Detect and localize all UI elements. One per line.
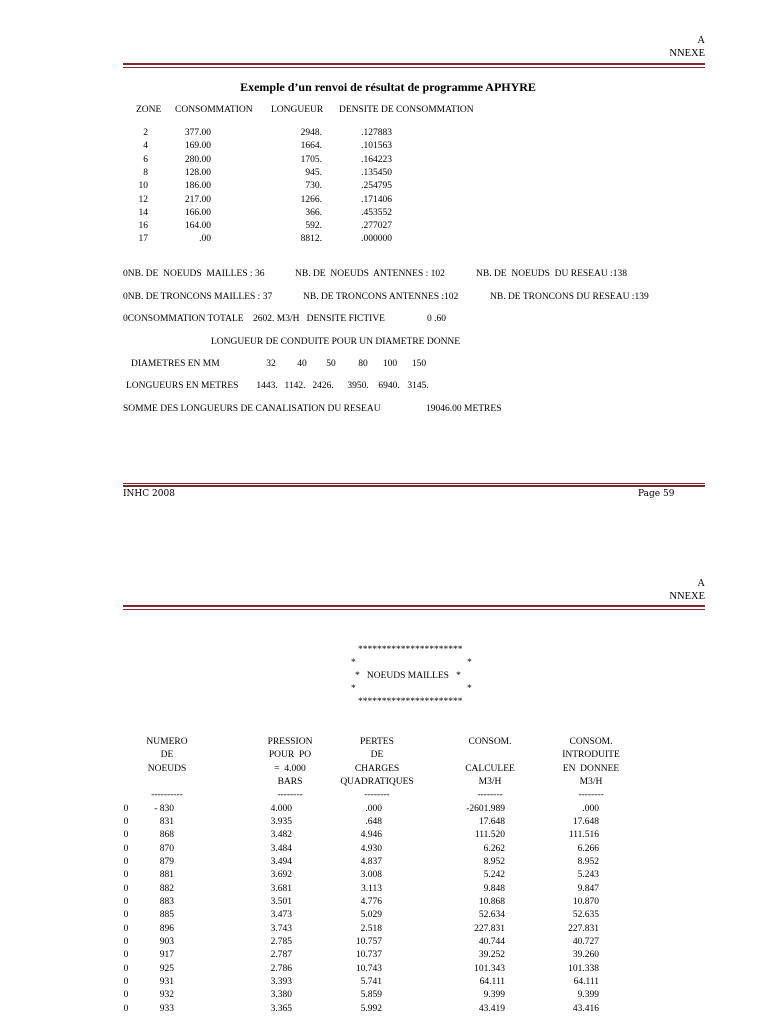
row-pertes: 10.737 bbox=[355, 950, 382, 961]
row-noeud: 881 bbox=[159, 870, 174, 881]
row-pertes: 4.930 bbox=[360, 843, 382, 854]
zone-cell-densite: .277027 bbox=[361, 221, 392, 232]
row-pertes: 10.757 bbox=[355, 937, 382, 947]
col-header-line: M3/H bbox=[579, 776, 603, 787]
row-pression: 2.787 bbox=[270, 950, 292, 961]
annexe-letter: A bbox=[697, 35, 705, 46]
annexe-header bbox=[669, 34, 705, 60]
zone-cell-longueur: 592. bbox=[305, 221, 322, 232]
zone-cell-zone: 6 bbox=[143, 154, 148, 165]
row-pression: 4.000 bbox=[270, 803, 292, 814]
col-header-line: DE bbox=[370, 750, 384, 761]
annexe-letter-2: A bbox=[697, 578, 705, 589]
densite-fictive-value: 0 .60 bbox=[427, 314, 446, 324]
zone-cell-densite: .000000 bbox=[361, 234, 392, 245]
somme-label: SOMME DES LONGUEURS DE CANALISATION DU RESEAU bbox=[123, 404, 381, 414]
col-header-line: = 4.000 bbox=[274, 763, 306, 774]
col-header-line: QUADRATIQUES bbox=[340, 776, 414, 787]
row-noeud: 925 bbox=[159, 963, 174, 974]
zone-cell-zone: 10 bbox=[138, 181, 148, 192]
zone-cell-densite: .254795 bbox=[361, 181, 392, 192]
longueurs-label: LONGUEURS EN METRES bbox=[126, 381, 239, 391]
longueur-value: 1142. bbox=[284, 381, 306, 391]
header-rule-thin bbox=[123, 67, 705, 68]
row-flag: 0 bbox=[123, 803, 129, 814]
zone-cell-zone: 12 bbox=[138, 194, 148, 205]
header-rule-thin-2 bbox=[123, 609, 705, 610]
row-pertes: 4.776 bbox=[360, 896, 382, 907]
star-right-2: * bbox=[467, 684, 472, 694]
row-conso-calc: 52.634 bbox=[478, 910, 505, 921]
longueur-value: 6940. bbox=[378, 381, 400, 391]
row-pertes: 4.946 bbox=[360, 830, 382, 841]
row-pression: 3.365 bbox=[270, 1003, 292, 1014]
zone-cell-zone: 16 bbox=[138, 221, 148, 232]
row-flag: 0 bbox=[123, 883, 129, 894]
zone-cell-longueur: 366. bbox=[305, 207, 322, 218]
row-conso-intro: 43.416 bbox=[572, 1003, 599, 1014]
col-header-dashes: -------- bbox=[578, 790, 604, 800]
row-noeud: - 830 bbox=[154, 803, 174, 814]
zone-cell-densite: .101563 bbox=[361, 141, 392, 152]
row-flag: 0 bbox=[123, 856, 129, 867]
star-left-2: * bbox=[351, 684, 356, 694]
row-conso-intro: 8.952 bbox=[577, 856, 599, 867]
zone-cell-longueur: 1705. bbox=[300, 154, 322, 165]
nb-troncons-antennes: NB. DE TRONCONS ANTENNES :102 bbox=[303, 292, 459, 302]
zone-cell-densite: .171406 bbox=[361, 194, 392, 205]
row-flag: 0 bbox=[123, 923, 129, 934]
col-header-line: M3/H bbox=[478, 776, 502, 787]
header-densite: DENSITE DE CONSOMMATION bbox=[339, 105, 474, 115]
row-pertes: 5.029 bbox=[360, 910, 382, 921]
row-pression: 3.501 bbox=[270, 896, 292, 907]
col-header-dashes: -------- bbox=[477, 790, 503, 800]
footer-rule bbox=[123, 485, 705, 487]
diametre-value: 32 bbox=[266, 359, 276, 369]
longueur-conduite-title: LONGUEUR DE CONDUITE POUR UN DIAMETRE DONNE bbox=[211, 337, 461, 347]
zone-cell-conso: 377.00 bbox=[184, 128, 211, 138]
row-pression: 3.380 bbox=[270, 990, 292, 1001]
footer-rule-thin bbox=[123, 483, 705, 484]
row-pression: 2.786 bbox=[270, 963, 292, 974]
row-conso-calc: 9.399 bbox=[483, 990, 505, 1001]
col-header-line: BARS bbox=[277, 776, 303, 787]
zone-cell-densite: .453552 bbox=[361, 207, 392, 218]
row-pression: 3.935 bbox=[270, 816, 292, 827]
row-conso-intro: 111.516 bbox=[568, 830, 599, 841]
row-conso-intro: .000 bbox=[582, 803, 599, 814]
nb-noeuds-reseau: NB. DE NOEUDS DU RESEAU :138 bbox=[476, 269, 627, 279]
col-header-line: DE bbox=[160, 750, 174, 761]
row-conso-calc: 5.242 bbox=[483, 870, 505, 881]
diametre-value: 80 bbox=[358, 359, 368, 369]
row-flag: 0 bbox=[123, 843, 129, 854]
row-conso-calc: 64.111 bbox=[479, 977, 505, 988]
stars-bottom: ********************** bbox=[358, 697, 463, 707]
zone-cell-longueur: 730. bbox=[305, 181, 322, 192]
zone-cell-densite: .164223 bbox=[361, 154, 392, 165]
zone-cell-longueur: 1664. bbox=[300, 141, 322, 152]
page-title: Exemple d’un renvoi de résultat de programme APHYRE bbox=[240, 80, 536, 94]
row-pression: 2.785 bbox=[270, 937, 292, 947]
nb-troncons-mailles: 0NB. DE TRONCONS MAILLES : 37 bbox=[123, 292, 273, 302]
row-pertes: 5.992 bbox=[360, 1003, 382, 1014]
row-pertes: 4.837 bbox=[360, 856, 382, 867]
row-conso-calc: 9.848 bbox=[483, 883, 505, 894]
longueur-value: 3145. bbox=[407, 381, 429, 391]
zone-cell-longueur: 2948. bbox=[300, 128, 322, 138]
row-flag: 0 bbox=[123, 910, 129, 921]
row-noeud: 896 bbox=[159, 923, 174, 934]
row-conso-calc: 39.252 bbox=[478, 950, 505, 961]
header-consommation: CONSOMMATION bbox=[175, 105, 253, 115]
row-pertes: 5.859 bbox=[360, 990, 382, 1001]
col-header-line: PRESSION bbox=[267, 737, 313, 747]
row-conso-calc: 6.262 bbox=[483, 843, 505, 854]
zone-cell-conso: 280.00 bbox=[184, 154, 211, 165]
col-header-line: POUR PO bbox=[268, 750, 312, 761]
row-pertes: 5.741 bbox=[360, 977, 382, 988]
row-pression: 3.473 bbox=[270, 910, 292, 921]
longueur-value: 2426. bbox=[312, 381, 334, 391]
row-pertes: 3.008 bbox=[360, 870, 382, 881]
zone-cell-densite: .127883 bbox=[361, 128, 392, 138]
col-header-line: CONSOM. bbox=[468, 737, 512, 747]
star-left-1: * bbox=[351, 658, 356, 668]
row-conso-intro: 101.338 bbox=[568, 963, 599, 974]
row-pression: 3.692 bbox=[270, 870, 292, 881]
longueur-value: 1443. bbox=[256, 381, 278, 391]
row-noeud: 870 bbox=[159, 843, 174, 854]
row-conso-calc: 227.831 bbox=[474, 923, 505, 934]
zone-cell-zone: 4 bbox=[143, 141, 148, 152]
row-conso-calc: 8.952 bbox=[483, 856, 505, 867]
row-conso-calc: -2601.989 bbox=[466, 803, 505, 814]
header-rule bbox=[123, 63, 705, 65]
row-noeud: 933 bbox=[159, 1003, 174, 1014]
zone-cell-conso: 186.00 bbox=[184, 181, 211, 192]
row-conso-intro: 10.870 bbox=[572, 896, 599, 907]
row-conso-intro: 64.111 bbox=[573, 977, 599, 988]
zone-cell-conso: 217.00 bbox=[184, 194, 211, 205]
row-flag: 0 bbox=[123, 963, 129, 974]
row-conso-calc: 43.419 bbox=[478, 1003, 505, 1014]
diametre-value: 50 bbox=[326, 359, 336, 369]
diametres-label: DIAMETRES EN MM bbox=[131, 359, 220, 369]
row-flag: 0 bbox=[123, 896, 129, 907]
col-header-dashes: ---------- bbox=[151, 790, 183, 800]
col-header-dashes: -------- bbox=[364, 790, 390, 800]
zone-cell-longueur: 945. bbox=[305, 167, 322, 178]
row-conso-intro: 9.399 bbox=[577, 990, 599, 1001]
zone-cell-longueur: 1266. bbox=[300, 194, 322, 205]
conso-totale: 0CONSOMMATION TOTALE 2602. M3/H DENSITE FICTIVE bbox=[123, 314, 385, 324]
row-pression: 3.494 bbox=[270, 856, 292, 867]
footer-left: INHC 2008 bbox=[123, 489, 175, 499]
nb-noeuds-antennes: NB. DE NOEUDS ANTENNES : 102 bbox=[295, 269, 445, 279]
row-conso-intro: 40.727 bbox=[572, 937, 599, 947]
footer-page-number: Page 59 bbox=[638, 489, 675, 499]
row-pression: 3.482 bbox=[270, 830, 292, 841]
zone-cell-conso: 166.00 bbox=[184, 207, 211, 218]
zone-cell-conso: 169.00 bbox=[184, 141, 211, 152]
row-conso-calc: 10.868 bbox=[478, 896, 505, 907]
row-pression: 3.393 bbox=[270, 977, 292, 988]
row-pression: 3.484 bbox=[270, 843, 292, 854]
zone-cell-longueur: 8812. bbox=[300, 234, 322, 245]
header-zone: ZONE bbox=[136, 105, 162, 115]
row-noeud: 883 bbox=[159, 896, 174, 907]
header-longueur: LONGUEUR bbox=[271, 105, 324, 115]
row-noeud: 879 bbox=[159, 856, 174, 867]
row-flag: 0 bbox=[123, 1003, 129, 1014]
row-noeud: 882 bbox=[159, 883, 174, 894]
row-noeud: 917 bbox=[159, 950, 174, 961]
row-noeud: 885 bbox=[159, 910, 174, 921]
row-noeud: 831 bbox=[159, 816, 174, 827]
annexe-word: NNEXE bbox=[669, 48, 705, 59]
row-flag: 0 bbox=[123, 870, 129, 881]
zone-cell-conso: 164.00 bbox=[184, 221, 211, 232]
col-header-line: NOEUDS bbox=[147, 763, 187, 774]
row-conso-intro: 6.266 bbox=[577, 843, 599, 854]
row-pertes: 10.743 bbox=[355, 963, 382, 974]
star-right-1: * bbox=[467, 658, 472, 668]
col-header-line: INTRODUITE bbox=[562, 750, 620, 761]
zone-cell-densite: .135450 bbox=[361, 167, 392, 178]
row-flag: 0 bbox=[123, 950, 129, 961]
header-rule-2 bbox=[123, 605, 705, 607]
row-conso-intro: 52.635 bbox=[572, 910, 599, 921]
row-conso-intro: 39.260 bbox=[572, 950, 599, 961]
zone-cell-zone: 2 bbox=[143, 128, 148, 138]
row-pertes: .648 bbox=[365, 816, 382, 827]
annexe-word-2: NNEXE bbox=[669, 591, 705, 602]
row-flag: 0 bbox=[123, 990, 129, 1001]
zone-cell-zone: 14 bbox=[138, 207, 148, 218]
zone-cell-zone: 17 bbox=[138, 234, 148, 245]
col-header-line: EN DONNEE bbox=[562, 763, 620, 774]
row-pertes: 2.518 bbox=[360, 923, 382, 934]
col-header-line: PERTES bbox=[360, 737, 394, 747]
zone-cell-conso: 128.00 bbox=[184, 167, 211, 178]
row-conso-calc: 17.648 bbox=[478, 816, 505, 827]
row-conso-intro: 227.831 bbox=[568, 923, 599, 934]
row-conso-calc: 40.744 bbox=[478, 937, 505, 947]
longueur-value: 3950. bbox=[347, 381, 369, 391]
nb-troncons-reseau: NB. DE TRONCONS DU RESEAU :139 bbox=[490, 292, 649, 302]
col-header-line: CONSOM. bbox=[569, 737, 613, 747]
col-header-dashes: -------- bbox=[277, 790, 303, 800]
row-pertes: 3.113 bbox=[360, 883, 382, 894]
row-pertes: .000 bbox=[365, 803, 382, 814]
zone-cell-conso: .00 bbox=[199, 234, 211, 245]
row-pression: 3.681 bbox=[270, 883, 292, 894]
row-flag: 0 bbox=[123, 937, 129, 947]
row-noeud: 903 bbox=[159, 937, 174, 947]
col-header-line: NUMERO bbox=[146, 737, 188, 747]
row-noeud: 932 bbox=[159, 990, 174, 1001]
row-conso-intro: 9.847 bbox=[577, 883, 599, 894]
row-conso-intro: 5.243 bbox=[577, 870, 599, 881]
annexe-header-2 bbox=[669, 577, 705, 603]
section-title-noeuds-mailles: * NOEUDS MAILLES * bbox=[355, 671, 461, 681]
row-noeud: 931 bbox=[159, 977, 174, 988]
diametre-value: 150 bbox=[411, 359, 427, 369]
row-conso-calc: 111.520 bbox=[474, 830, 505, 841]
row-flag: 0 bbox=[123, 830, 129, 841]
diametre-value: 100 bbox=[382, 359, 398, 369]
row-flag: 0 bbox=[123, 816, 129, 827]
col-header-line: CHARGES bbox=[354, 763, 400, 774]
nb-noeuds-mailles: 0NB. DE NOEUDS MAILLES : 36 bbox=[123, 269, 265, 279]
row-pression: 3.743 bbox=[270, 923, 292, 934]
stars-top: ********************** bbox=[358, 645, 463, 655]
zone-cell-zone: 8 bbox=[143, 167, 148, 178]
row-conso-calc: 101.343 bbox=[474, 963, 505, 974]
row-noeud: 868 bbox=[159, 830, 174, 841]
row-conso-intro: 17.648 bbox=[572, 816, 599, 827]
diametre-value: 40 bbox=[297, 359, 307, 369]
row-flag: 0 bbox=[123, 977, 129, 988]
col-header-line: CALCULEE bbox=[465, 763, 515, 774]
somme-value: 19046.00 METRES bbox=[426, 404, 502, 414]
